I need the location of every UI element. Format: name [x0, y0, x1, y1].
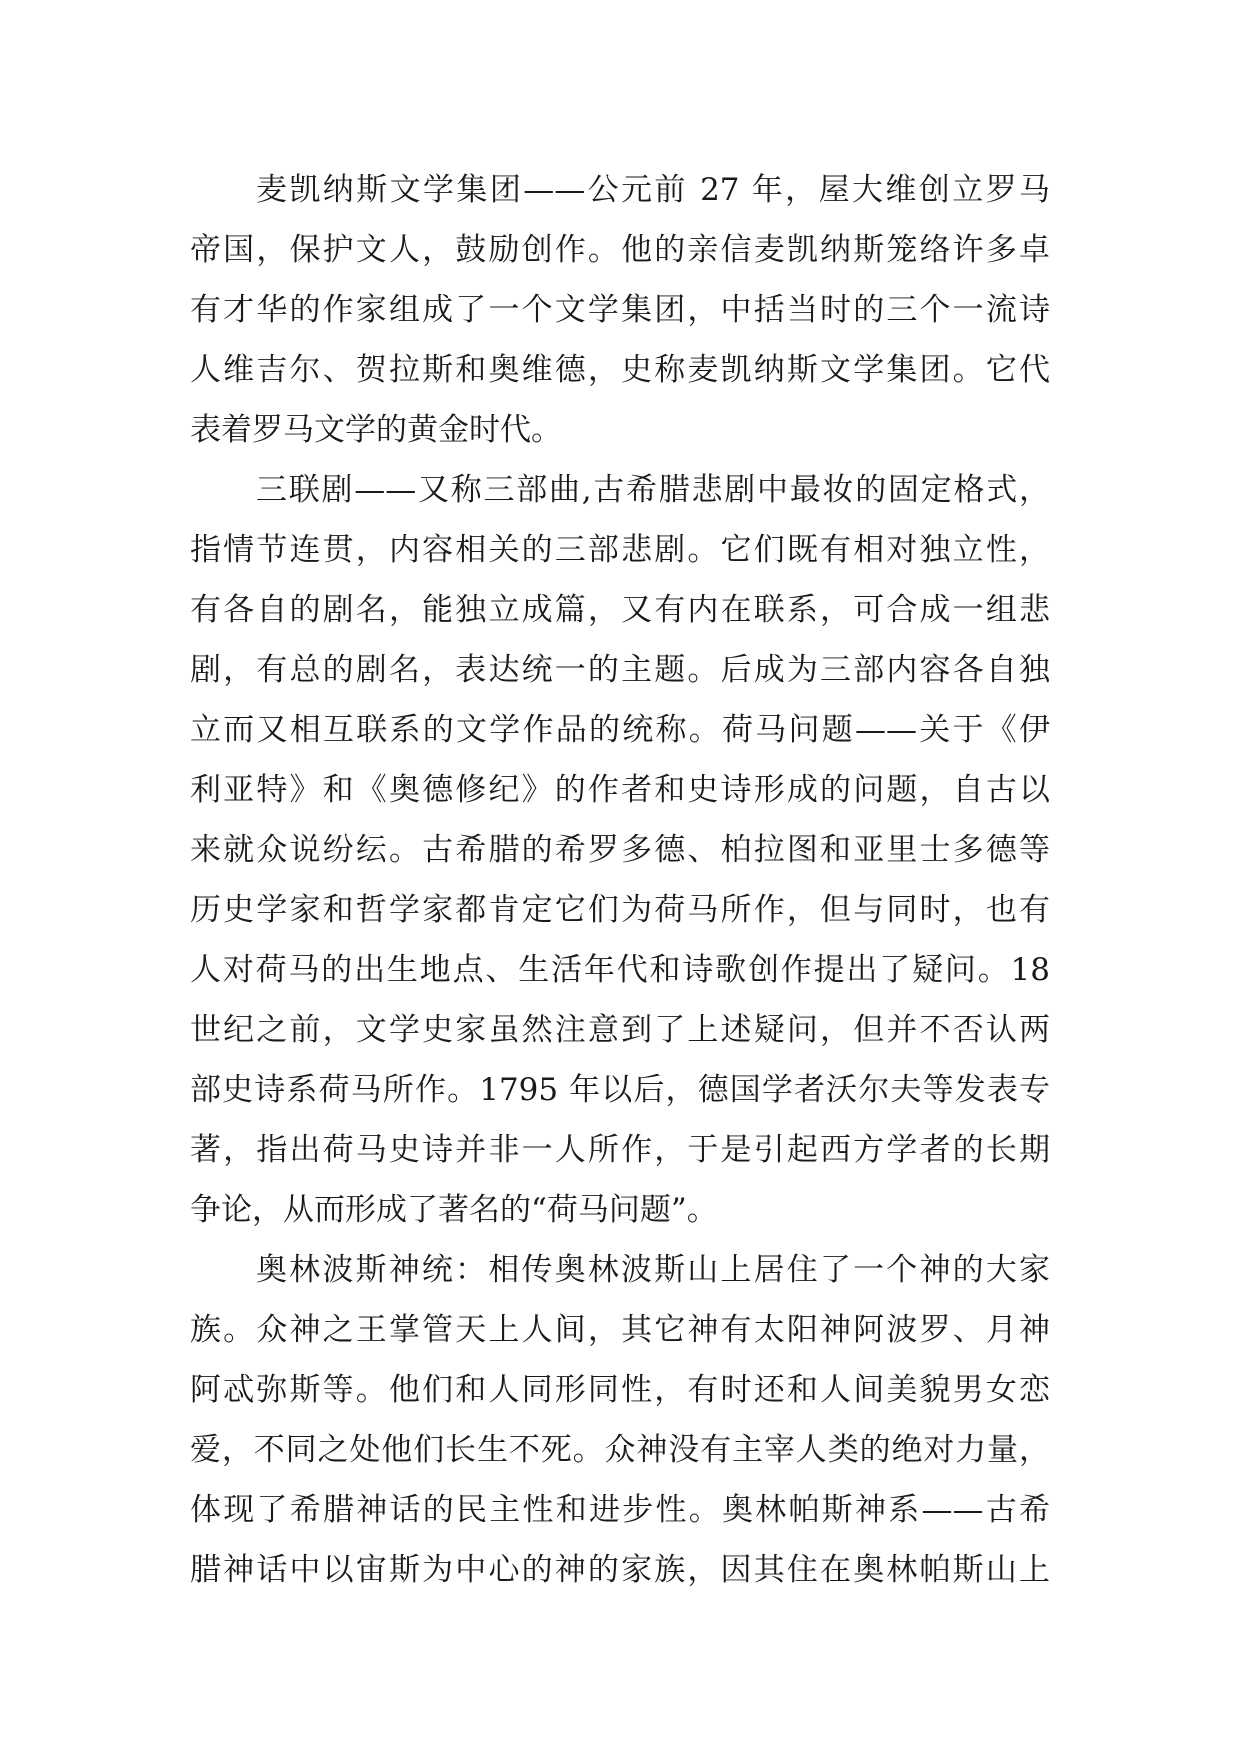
text-line: 部史诗系荷马所作。1795 年以后，德国学者沃尔夫等发表专 — [190, 1072, 1050, 1108]
text-line: 体现了希腊神话的民主性和进步性。奥林帕斯神系——古希 — [190, 1492, 1050, 1528]
paragraph-trilogy-homeric-question — [190, 460, 1050, 1240]
text-line: 奥林波斯神统：相传奥林波斯山上居住了一个神的大家 — [256, 1252, 1050, 1288]
text-line: 麦凯纳斯文学集团——公元前 27 年，屋大维创立罗马 — [256, 172, 1050, 208]
text-line: 有才华的作家组成了一个文学集团，中括当时的三个一流诗 — [190, 292, 1050, 328]
paragraph-olympian-gods — [190, 1240, 1050, 1600]
text-line: 著，指出荷马史诗并非一人所作，于是引起西方学者的长期 — [190, 1132, 1050, 1168]
text-line: 爱，不同之处他们长生不死。众神没有主宰人类的绝对力量， — [190, 1432, 1050, 1468]
text-line: 世纪之前，文学史家虽然注意到了上述疑问，但并不否认两 — [190, 1012, 1050, 1048]
document-body — [190, 160, 1050, 1600]
paragraph-maecenas-circle — [190, 160, 1050, 460]
text-line: 人对荷马的出生地点、生活年代和诗歌创作提出了疑问。18 — [190, 952, 1050, 988]
text-line: 利亚特》和《奥德修纪》的作者和史诗形成的问题，自古以 — [190, 772, 1050, 808]
text-line: 三联剧——又称三部曲,古希腊悲剧中最妆的固定格式， — [256, 472, 1050, 508]
text-line: 有各自的剧名，能独立成篇，又有内在联系，可合成一组悲 — [190, 592, 1050, 628]
text-line: 来就众说纷纭。古希腊的希罗多德、柏拉图和亚里士多德等 — [190, 832, 1050, 868]
text-line: 表着罗马文学的黄金时代。 — [190, 412, 562, 448]
text-line: 历史学家和哲学家都肯定它们为荷马所作，但与同时，也有 — [190, 892, 1050, 928]
text-line: 人维吉尔、贺拉斯和奥维德，史称麦凯纳斯文学集团。它代 — [190, 352, 1050, 388]
text-line: 帝国，保护文人，鼓励创作。他的亲信麦凯纳斯笼络许多卓 — [190, 232, 1050, 268]
text-line: 阿忒弥斯等。他们和人同形同性，有时还和人间美貌男女恋 — [190, 1372, 1050, 1408]
text-line: 腊神话中以宙斯为中心的神的家族，因其住在奥林帕斯山上 — [190, 1552, 1050, 1588]
text-line: 剧，有总的剧名，表达统一的主题。后成为三部内容各自独 — [190, 652, 1050, 688]
text-line: 立而又相互联系的文学作品的统称。荷马问题——关于《伊 — [190, 712, 1050, 748]
text-line: 指情节连贯，内容相关的三部悲剧。它们既有相对独立性， — [190, 532, 1050, 568]
text-line: 族。众神之王掌管天上人间，其它神有太阳神阿波罗、月神 — [190, 1312, 1050, 1348]
text-line: 争论，从而形成了著名的“荷马问题”。 — [190, 1192, 718, 1228]
